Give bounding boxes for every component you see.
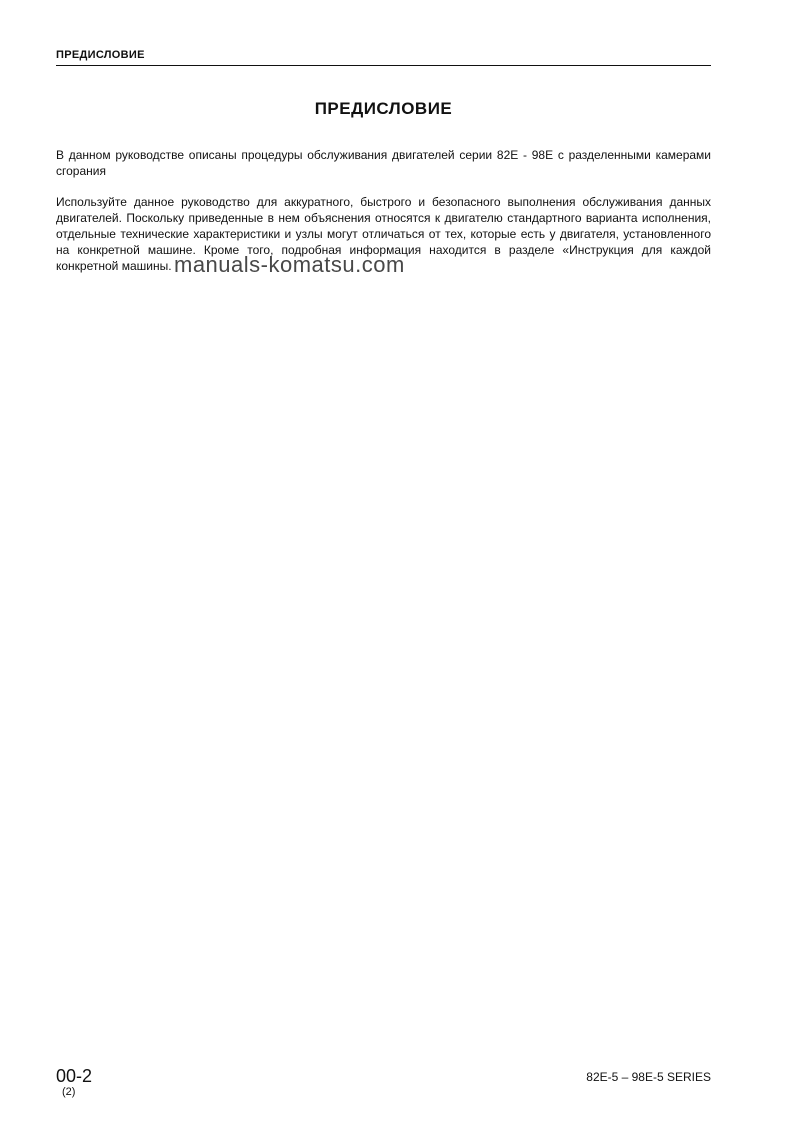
watermark: manuals-komatsu.com	[174, 252, 405, 277]
page-number: 00-2	[56, 1066, 93, 1086]
header-title: ПРЕДИСЛОВИЕ	[56, 49, 145, 61]
paragraph-usage: Используйте данное руководство для аккуратного, быстрого и безопасного выполнения обслуживания данных двигателей. Поскольку приведенные в нем объяснения относятся к двигателю стандартного варианта исполнения, отдельные технические характеристики и узлы могут отличаться от тех, которые есть у двигателя, установленного на конкретной машине. Кроме того, подробная информация находится в разделе «Инструкция для каждой конкретной машины.	[56, 195, 711, 273]
paragraph-intro: В данном руководстве описаны процедуры обслуживания двигателей серии 82E - 98E с разделенными камерами сгорания	[56, 148, 711, 178]
series-label: 82E-5 – 98E-5 SERIES	[586, 1070, 711, 1084]
page-revision: (2)	[62, 1086, 76, 1098]
page-header	[56, 49, 711, 66]
page-title: ПРЕДИСЛОВИЕ	[314, 99, 453, 118]
